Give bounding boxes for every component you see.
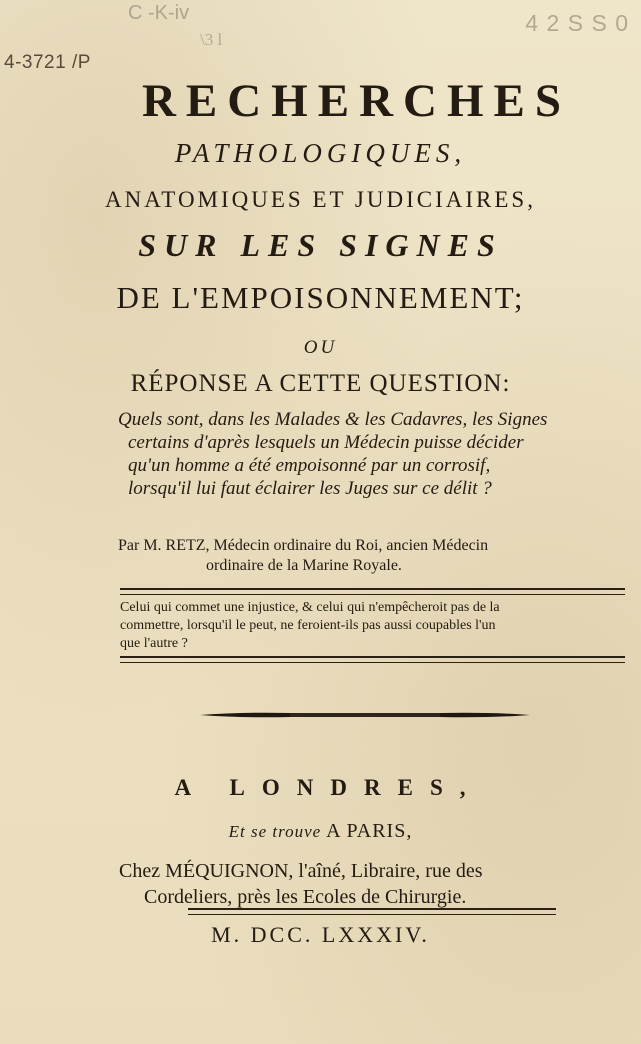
publisher-line: Cordeliers, près les Ecoles de Chirurgie.: [144, 886, 467, 908]
epigraph-line: commettre, lorsqu'il le peut, ne feroient-ils pas aussi coupables l'un: [120, 618, 496, 633]
ornament-rule: [200, 709, 530, 721]
author-line: Par M. RETZ, Médecin ordinaire du Roi, ancien Médecin: [118, 537, 489, 554]
library-mark-top: \3 l: [200, 30, 223, 49]
subtitle: RÉPONSE A CETTE QUESTION:: [130, 370, 511, 397]
imprint-publisher: [119, 858, 483, 910]
title-line-1: RECHERCHES: [141, 75, 572, 127]
epigraph: [120, 599, 500, 653]
question-line: Quels sont, dans les Malades & les Cadavres, les Signes: [118, 409, 548, 430]
question-line: certains d'après lesquels un Médecin puisse décider: [128, 432, 524, 453]
imprint-date: M. DCC. LXXXIV.: [211, 922, 430, 947]
imprint-paris-prefix: Et se trouve: [228, 822, 322, 841]
epigraph-line: que l'autre ?: [120, 636, 188, 651]
imprint-paris: [0, 820, 641, 843]
library-stamp-top: C -K-iv: [128, 2, 190, 24]
author-credit: [118, 536, 488, 576]
shelf-mark-left: 4-3721 /P: [4, 52, 91, 73]
rule-top: [120, 588, 625, 595]
question-line: lorsqu'il lui faut éclairer les Juges sur ce délit ?: [128, 478, 492, 499]
title-line-4: SUR LES SIGNES: [138, 227, 503, 263]
title-line-3: ANATOMIQUES ET JUDICIAIRES,: [105, 187, 536, 212]
title-line-5: DE L'EMPOISONNEMENT;: [116, 280, 525, 315]
rule-bottom: [120, 656, 625, 663]
imprint-city: A LONDRES,: [174, 775, 483, 800]
title-line-2: PATHOLOGIQUES,: [174, 138, 467, 168]
question-text: [118, 408, 618, 500]
author-line: ordinaire de la Marine Royale.: [206, 557, 402, 574]
rule-date: [188, 908, 556, 915]
shelf-mark-right: 4 2 S S 0: [525, 10, 629, 36]
epigraph-line: Celui qui commet une injustice, & celui qui n'empêcheroit pas de la: [120, 600, 500, 615]
question-line: qu'un homme a été empoisonné par un corrosif,: [128, 455, 491, 476]
publisher-line: Chez MÉQUIGNON, l'aîné, Libraire, rue des: [119, 860, 483, 882]
imprint-paris-city: A PARIS,: [326, 820, 413, 842]
title-conjunction: OU: [303, 337, 338, 358]
